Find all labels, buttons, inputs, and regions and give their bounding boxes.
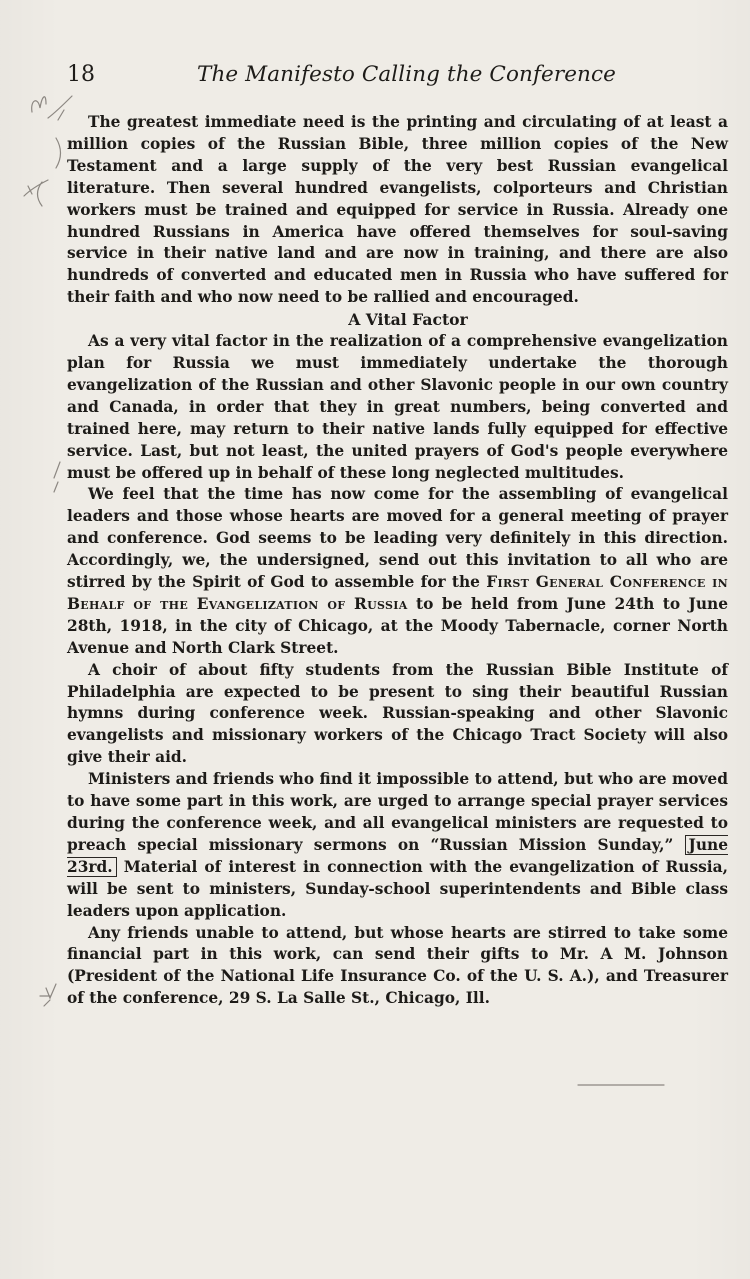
section-heading: A Vital Factor (348, 310, 468, 330)
paragraph-vital-factor: As a very vital factor in the realization of a comprehensive evangelization plan for Russia we must immediately undertake the thorough evangelization of the Russian and other Slavonic people in our own country and Canada, in order that they in great numbers, being converted and trained here, may return to their native lands fully equipped for effective service. Last, but not least, the united prayers of God's people everywhere must be offered up in behalf of these long neglected multitudes. (67, 332, 728, 482)
paragraph-conference-invitation (67, 484, 728, 659)
page-number: 18 (67, 62, 95, 87)
pencil-scribble-mid-left (24, 180, 48, 196)
invitation-text-start: We feel that the time has now come for the assembling of evangelical leaders and those whose hearts are moved for a general meeting of prayer and conference. God seems to be leading very definitely in this direction. Accordingly, we, the undersigned, send out this invitation to all who are stirred by the Spirit of God to assemble for the (67, 485, 728, 592)
pencil-mark-june (40, 984, 56, 1006)
boxed-date: June 23rd. (67, 835, 728, 876)
paragraph-choir: A choir of about fifty students from the Russian Bible Institute of Philadelphia are expected to be present to sing their beautiful Russian hymns during conference week. Russian-speaking and other Slavonic evangelists and missionary workers of the Chicago Tract Society will also give their aid. (67, 660, 728, 767)
paragraph-gifts: Any friends unable to attend, but whose hearts are stirred to take some financial part in this work, can send their gifts to Mr. A M. Johnson (President of the National Life Insurance Co. of the U. S. A.), and Treasurer of the conference, 29 S. La Salle St., Chicago, Ill. (67, 923, 728, 1008)
pencil-bracket-2 (38, 182, 43, 206)
pencil-bracket-1 (56, 138, 61, 168)
running-title: The Manifesto Calling the Conference (197, 62, 616, 87)
running-head (67, 62, 727, 96)
pencil-tick-evangelization (54, 462, 60, 492)
paragraph-ministers (67, 769, 728, 922)
ministers-text-end: Material of interest in connection with the evangelization of Russia, will be sent to ministers, Sunday-school superintendents and Bible class leaders upon application. (67, 857, 728, 920)
invitation-text-end: to be held from June 24th to June 28th, 1918, in the city of Chicago, at the Moody Tabernacle, corner North Avenue and North Clark Street. (67, 594, 728, 657)
paragraph-need: The greatest immediate need is the printing and circulating of at least a million copies of the Russian Bible, three million copies of the New Testament and a large supply of the very best Russian evangelical literature. Then several hundred evangelists, colporteurs and Christian workers must be trained and equipped for service in Russia. Already one hundred Russians in America have offered themselves for soul-saving service in their native land and are now in training, and there are also hundreds of converted and educated men in Russia who have suffered for their faith and who now need to be rallied and encouraged. (67, 113, 728, 307)
ministers-text-start: Ministers and friends who find it impossible to attend, but who are moved to have some part in this work, are urged to arrange special prayer services during the conference week, and all evangelical ministers are requested to preach special missionary sermons on “Russian Mission Sunday,” (67, 770, 728, 854)
conference-name: First General Conference in Behalf of the Evangelization of Russia (67, 573, 728, 613)
pencil-scribble-top-left (32, 96, 72, 120)
body-text (67, 112, 728, 1010)
